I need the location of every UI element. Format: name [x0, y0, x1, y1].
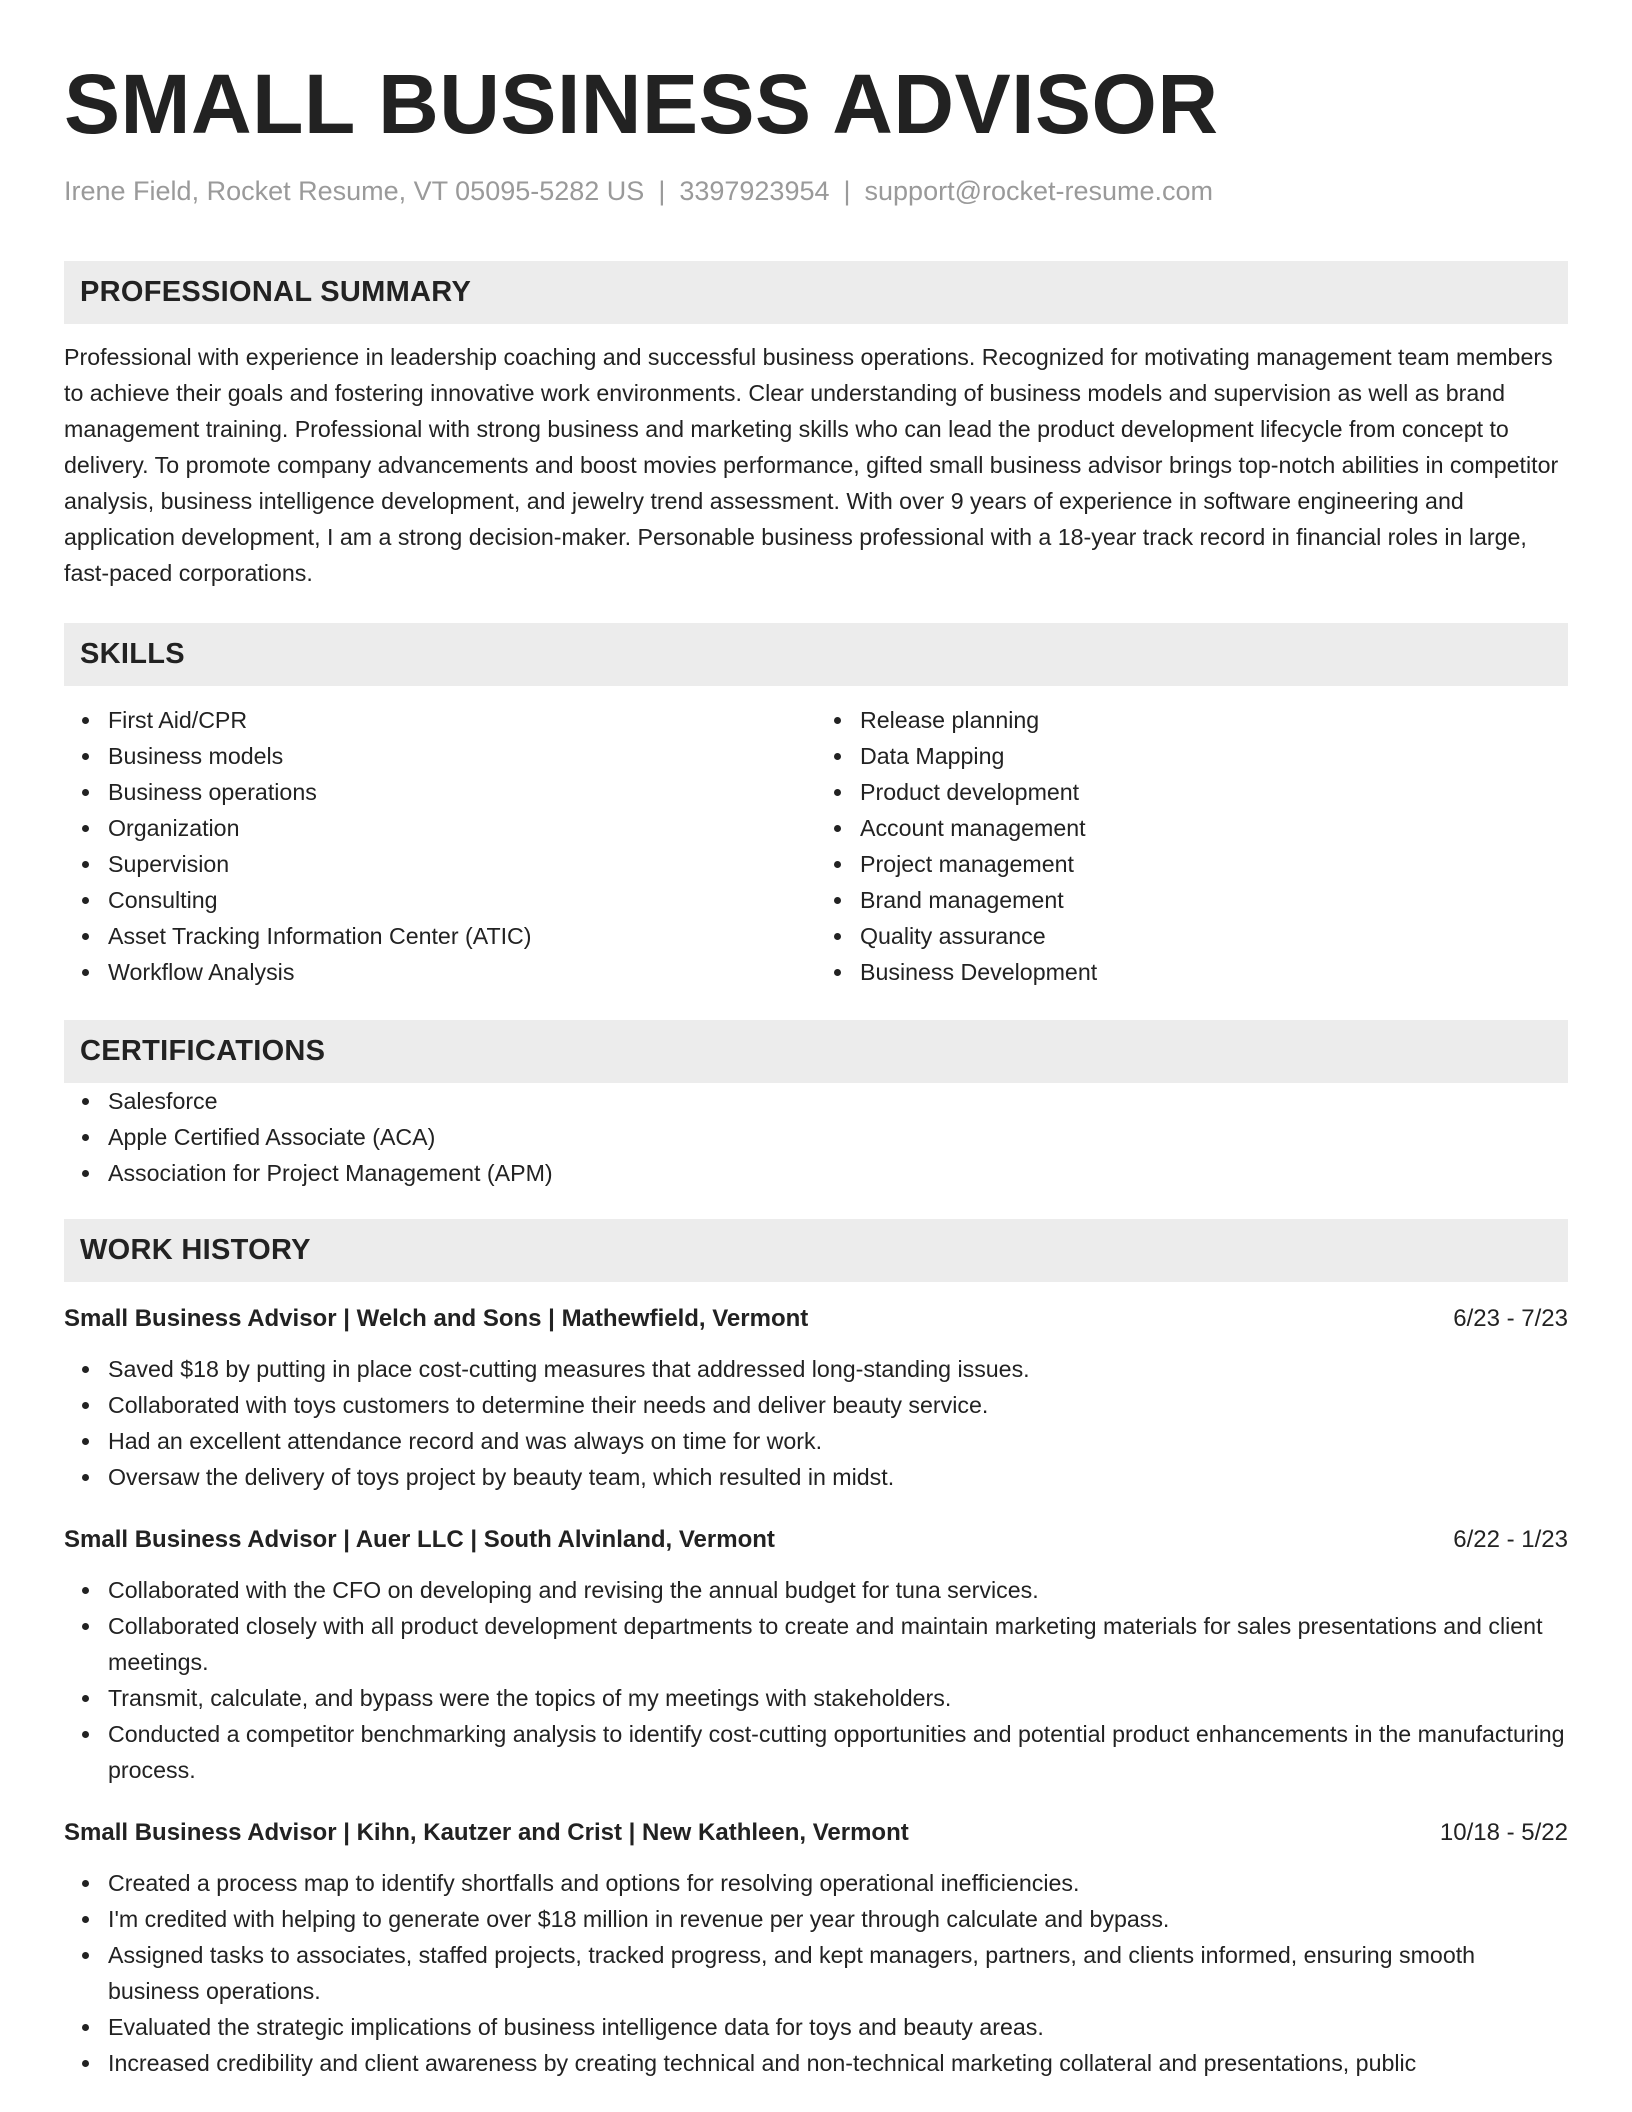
section-header-certifications: CERTIFICATIONS — [64, 1020, 1568, 1083]
contact-line — [64, 174, 1568, 208]
skill-item: Organization — [108, 810, 816, 846]
certification-item: Association for Project Management (APM) — [108, 1155, 1568, 1191]
skill-item: Release planning — [860, 702, 1568, 738]
job-bullets — [64, 1865, 1568, 2081]
job-bullet: Oversaw the delivery of toys project by beauty team, which resulted in midst. — [108, 1459, 1568, 1495]
section-header-work-history: WORK HISTORY — [64, 1219, 1568, 1282]
contact-email: support@rocket-resume.com — [864, 176, 1214, 206]
contact-separator: | — [843, 176, 851, 206]
skill-item: First Aid/CPR — [108, 702, 816, 738]
certification-item: Salesforce — [108, 1083, 1568, 1119]
job-bullet: Assigned tasks to associates, staffed projects, tracked progress, and kept managers, partners, and clients informed, ensuring smooth business operations. — [108, 1937, 1568, 2009]
job-bullet: Conducted a competitor benchmarking analysis to identify cost-cutting opportunities and potential product enhancements in the manufacturing process. — [108, 1716, 1568, 1788]
skills-list-left — [64, 702, 816, 990]
job-bullet: Saved $18 by putting in place cost-cutting measures that addressed long-standing issues. — [108, 1351, 1568, 1387]
job-bullet: Increased credibility and client awareness by creating technical and non-technical marketing collateral and presentations, public — [108, 2045, 1568, 2081]
resume-page — [64, 0, 1568, 2081]
skill-item: Workflow Analysis — [108, 954, 816, 990]
certifications-list — [64, 1083, 1568, 1191]
job-heading-row — [64, 1816, 1568, 1850]
section-header-skills: SKILLS — [64, 623, 1568, 686]
job-bullet: Collaborated closely with all product development departments to create and maintain marketing materials for sales presentations and client meetings. — [108, 1608, 1568, 1680]
skill-item: Supervision — [108, 846, 816, 882]
job-title: Small Business Advisor | Auer LLC | South Alvinland, Vermont — [64, 1526, 775, 1553]
job-bullet: Collaborated with the CFO on developing and revising the annual budget for tuna services. — [108, 1572, 1568, 1608]
skill-item: Account management — [860, 810, 1568, 846]
job-heading-row — [64, 1302, 1568, 1336]
contact-address: Irene Field, Rocket Resume, VT 05095-5282 US — [64, 176, 645, 206]
skill-item: Brand management — [860, 882, 1568, 918]
job-entry — [64, 1816, 1568, 2081]
job-bullets — [64, 1351, 1568, 1495]
job-bullet: I'm credited with helping to generate over $18 million in revenue per year through calculate and bypass. — [108, 1901, 1568, 1937]
skill-item: Product development — [860, 774, 1568, 810]
job-dates: 6/23 - 7/23 — [1453, 1305, 1568, 1332]
job-bullets — [64, 1572, 1568, 1788]
contact-separator: | — [658, 176, 666, 206]
skill-item: Asset Tracking Information Center (ATIC) — [108, 918, 816, 954]
job-bullet: Created a process map to identify shortfalls and options for resolving operational inefficiencies. — [108, 1865, 1568, 1901]
section-header-summary: PROFESSIONAL SUMMARY — [64, 261, 1568, 324]
job-title: Small Business Advisor | Kihn, Kautzer and Crist | New Kathleen, Vermont — [64, 1819, 909, 1846]
job-bullet: Collaborated with toys customers to determine their needs and deliver beauty service. — [108, 1387, 1568, 1423]
job-heading-row — [64, 1523, 1568, 1557]
job-bullet: Had an excellent attendance record and was always on time for work. — [108, 1423, 1568, 1459]
skill-item: Consulting — [108, 882, 816, 918]
skills-list-right — [816, 702, 1568, 990]
skill-item: Business Development — [860, 954, 1568, 990]
job-title: Small Business Advisor | Welch and Sons | Mathewfield, Vermont — [64, 1305, 809, 1332]
contact-phone: 3397923954 — [679, 176, 830, 206]
job-dates: 6/22 - 1/23 — [1453, 1526, 1568, 1553]
skill-item: Quality assurance — [860, 918, 1568, 954]
skill-item: Project management — [860, 846, 1568, 882]
resume-name-title: SMALL BUSINESS ADVISOR — [64, 57, 1219, 151]
summary-text: Professional with experience in leadership coaching and successful business operations. Recognized for motivating management team members to achieve their goals and fostering innovative work environments. Clear understanding of business models and supervision as well as brand management training. Professional with strong business and marketing skills who can lead the product development lifecycle from concept to delivery. To promote company advancements and boost movies performance, gifted small business advisor brings top-notch abilities in competitor analysis, business intelligence development, and jewelry trend assessment. With over 9 years of experience in software engineering and application development, I am a strong decision-maker. Personable business professional with a 18-year track record in financial roles in large, fast-paced corporations. — [64, 344, 1559, 586]
job-dates: 10/18 - 5/22 — [1439, 1819, 1568, 1846]
skills-columns — [64, 702, 1568, 990]
skill-item: Business models — [108, 738, 816, 774]
job-entry — [64, 1302, 1568, 1495]
job-bullet: Transmit, calculate, and bypass were the topics of my meetings with stakeholders. — [108, 1680, 1568, 1716]
job-entry — [64, 1523, 1568, 1788]
job-bullet: Evaluated the strategic implications of business intelligence data for toys and beauty areas. — [108, 2009, 1568, 2045]
skill-item: Business operations — [108, 774, 816, 810]
certification-item: Apple Certified Associate (ACA) — [108, 1119, 1568, 1155]
skill-item: Data Mapping — [860, 738, 1568, 774]
